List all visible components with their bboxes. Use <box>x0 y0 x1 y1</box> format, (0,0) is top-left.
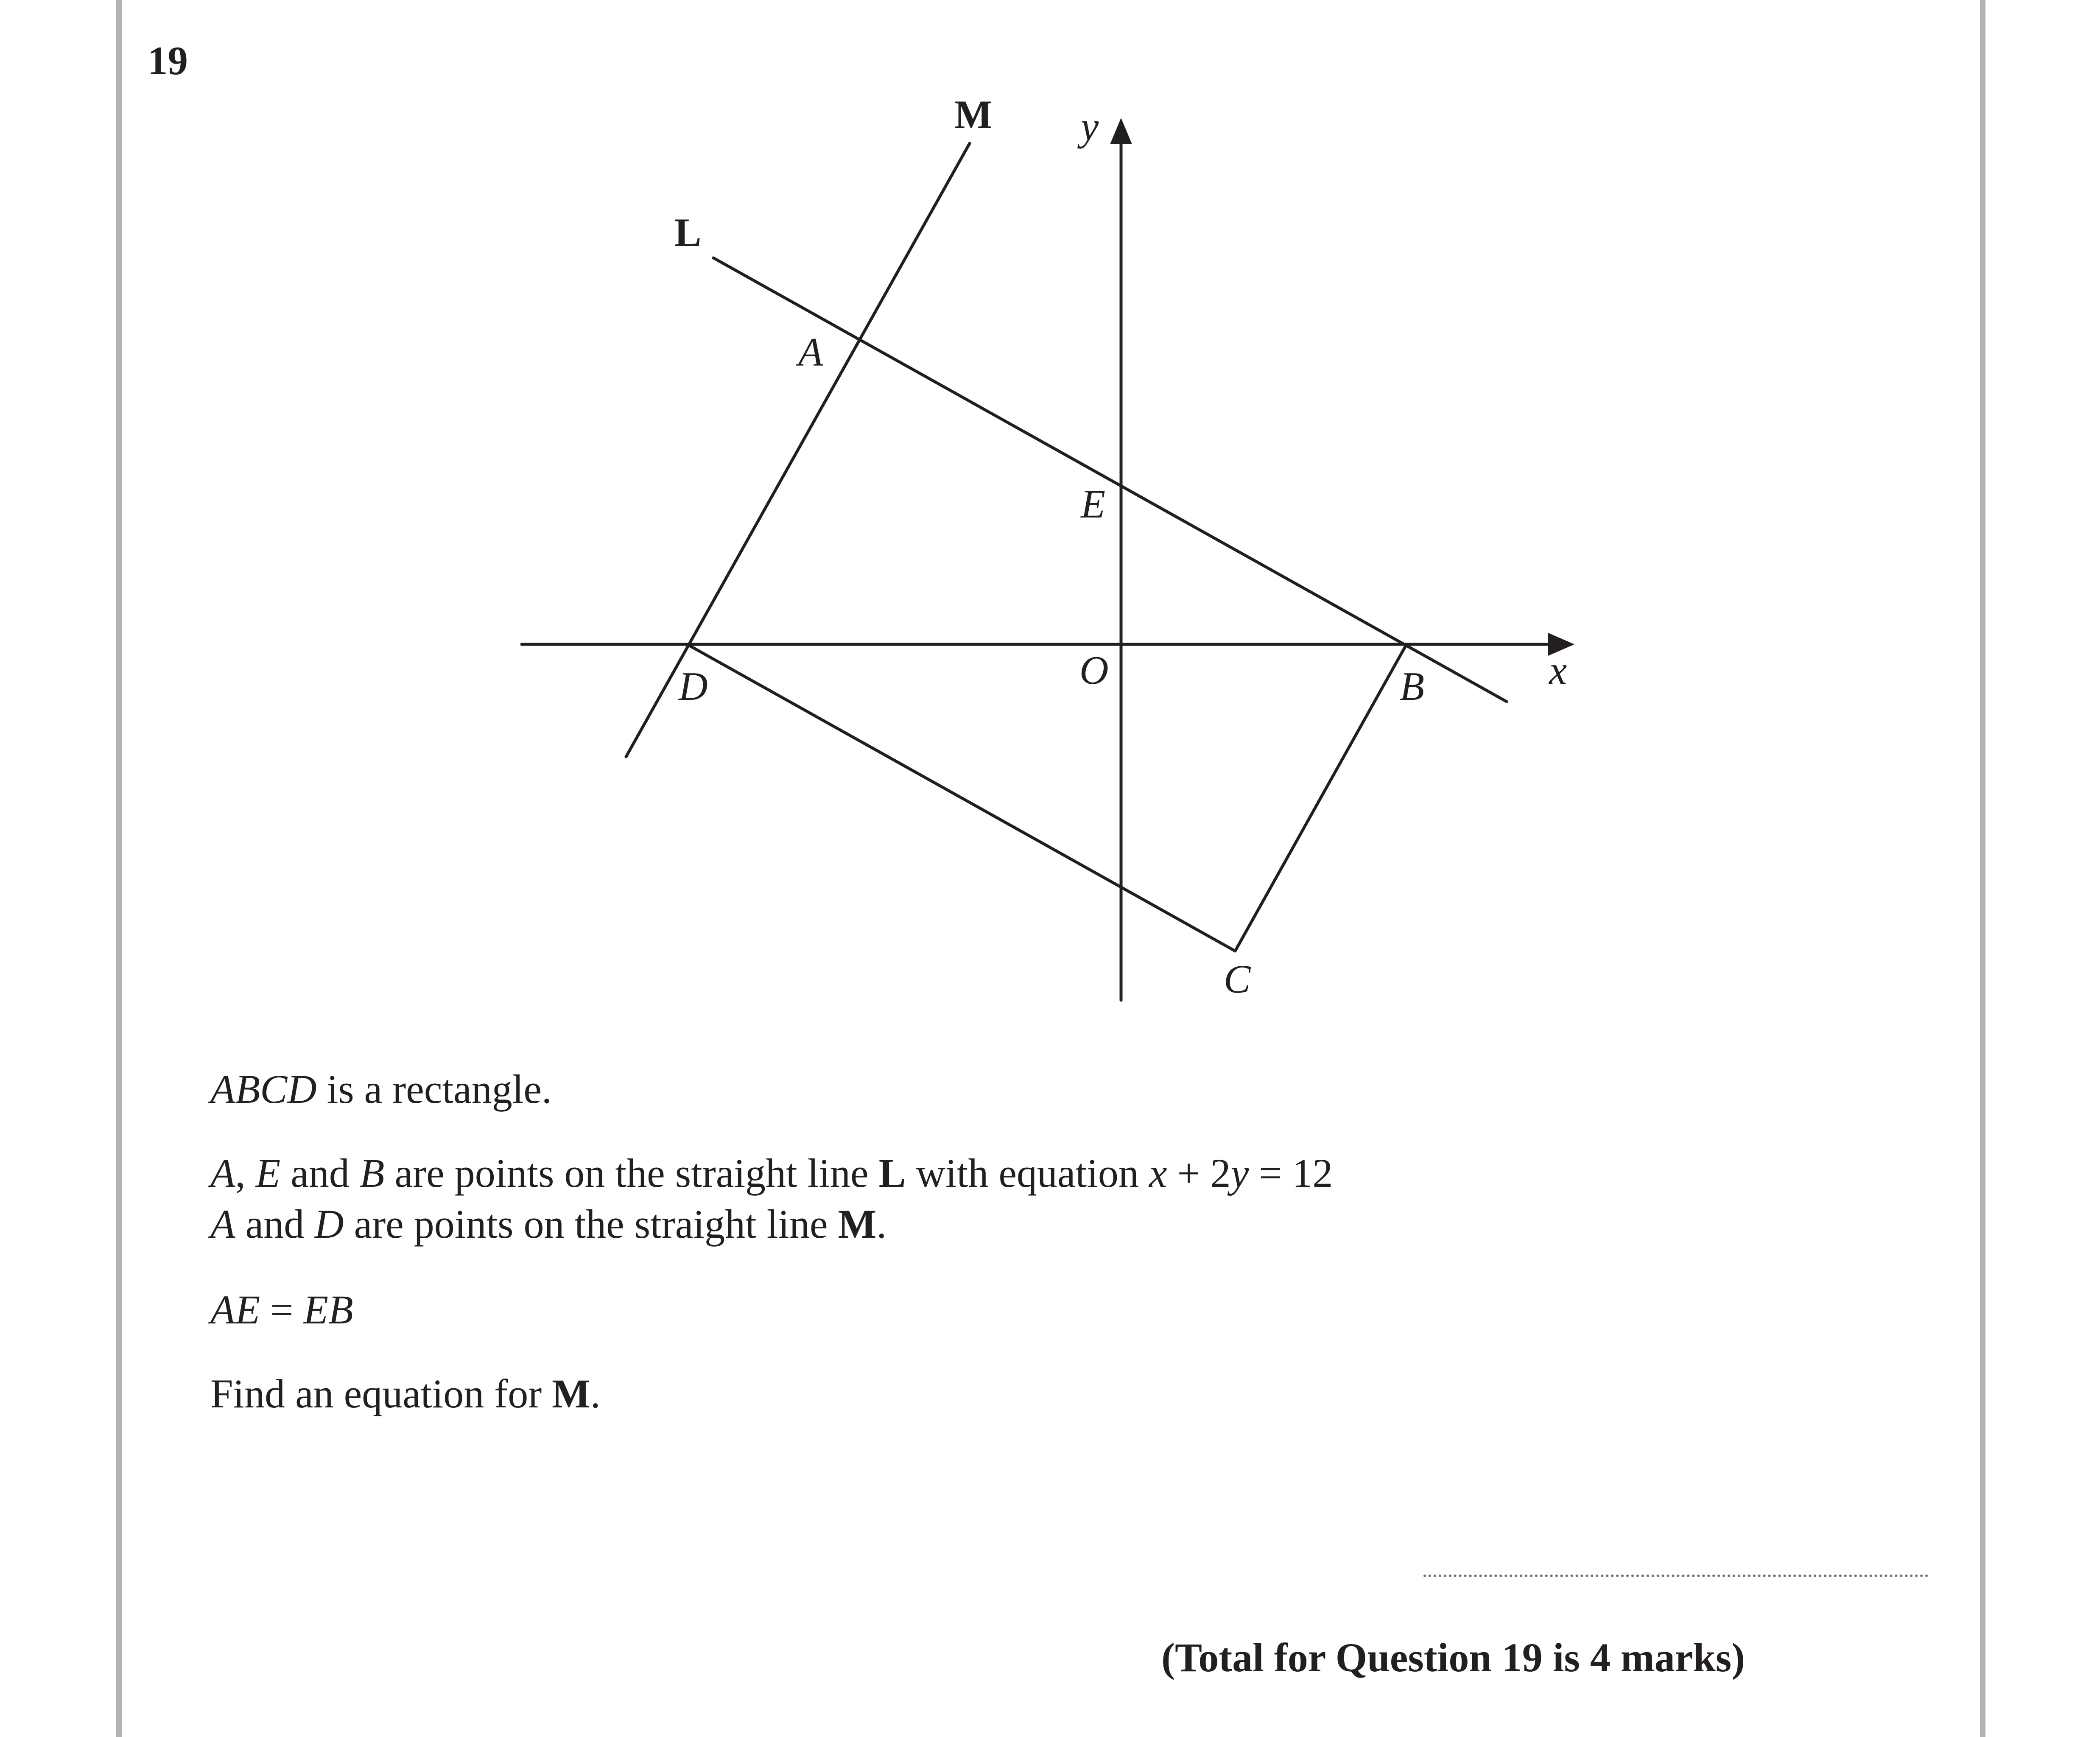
side-dc <box>687 644 1235 951</box>
label-point-b: B <box>1400 664 1425 709</box>
statement-ae-equals-eb <box>210 1289 353 1330</box>
full-stop: . <box>876 1201 887 1247</box>
label-line-m: M <box>954 92 993 137</box>
separator: , <box>235 1150 256 1196</box>
statement-text: are points on the straight line <box>344 1201 838 1247</box>
label-point-c: C <box>1224 957 1251 1001</box>
conjunction: and <box>280 1150 360 1196</box>
point-a-ref: A <box>210 1150 235 1196</box>
line-l <box>713 258 1507 702</box>
line-m-ref: M <box>838 1201 877 1247</box>
statement-rectangle <box>210 1066 552 1112</box>
conjunction: and <box>235 1201 315 1247</box>
point-b-ref: B <box>359 1150 385 1196</box>
total-marks: (Total for Question 19 is 4 marks) <box>1161 1635 1745 1680</box>
segment-ae: AE <box>210 1287 260 1332</box>
segment-eb: EB <box>303 1287 353 1332</box>
question-prompt <box>210 1373 601 1414</box>
label-axis-x: x <box>1549 648 1567 693</box>
rectangle-text: is a rectangle. <box>316 1066 552 1112</box>
equation-y: y <box>1230 1150 1249 1196</box>
equals-sign: = <box>260 1287 304 1332</box>
line-m-ref: M <box>552 1371 590 1416</box>
full-stop: . <box>590 1371 601 1416</box>
y-axis-arrowhead <box>1110 118 1132 144</box>
statement-text: are points on the straight line <box>384 1150 879 1196</box>
equation-x: x <box>1149 1150 1167 1196</box>
prompt-text: Find an equation for <box>210 1371 552 1416</box>
label-line-l: L <box>674 210 702 255</box>
equation-plus: + 2 <box>1167 1150 1231 1196</box>
label-point-d: D <box>679 664 708 709</box>
statement-text: with equation <box>906 1150 1149 1196</box>
point-e-ref: E <box>255 1150 281 1196</box>
statement-line-m <box>210 1201 887 1247</box>
label-point-a: A <box>798 330 823 375</box>
label-axis-y: y <box>1081 104 1099 149</box>
label-point-o: O <box>1079 648 1109 693</box>
side-cb <box>1235 644 1407 951</box>
rectangle-name: ABCD <box>210 1066 317 1112</box>
answer-line[interactable] <box>1423 1575 1928 1577</box>
question-number: 19 <box>148 38 188 83</box>
point-a-ref: A <box>210 1201 235 1247</box>
equation-rhs: = 12 <box>1249 1150 1333 1196</box>
label-point-e: E <box>1081 481 1106 526</box>
line-l-ref: L <box>878 1150 906 1196</box>
point-d-ref: D <box>314 1201 344 1247</box>
statement-line-l <box>210 1150 1333 1196</box>
